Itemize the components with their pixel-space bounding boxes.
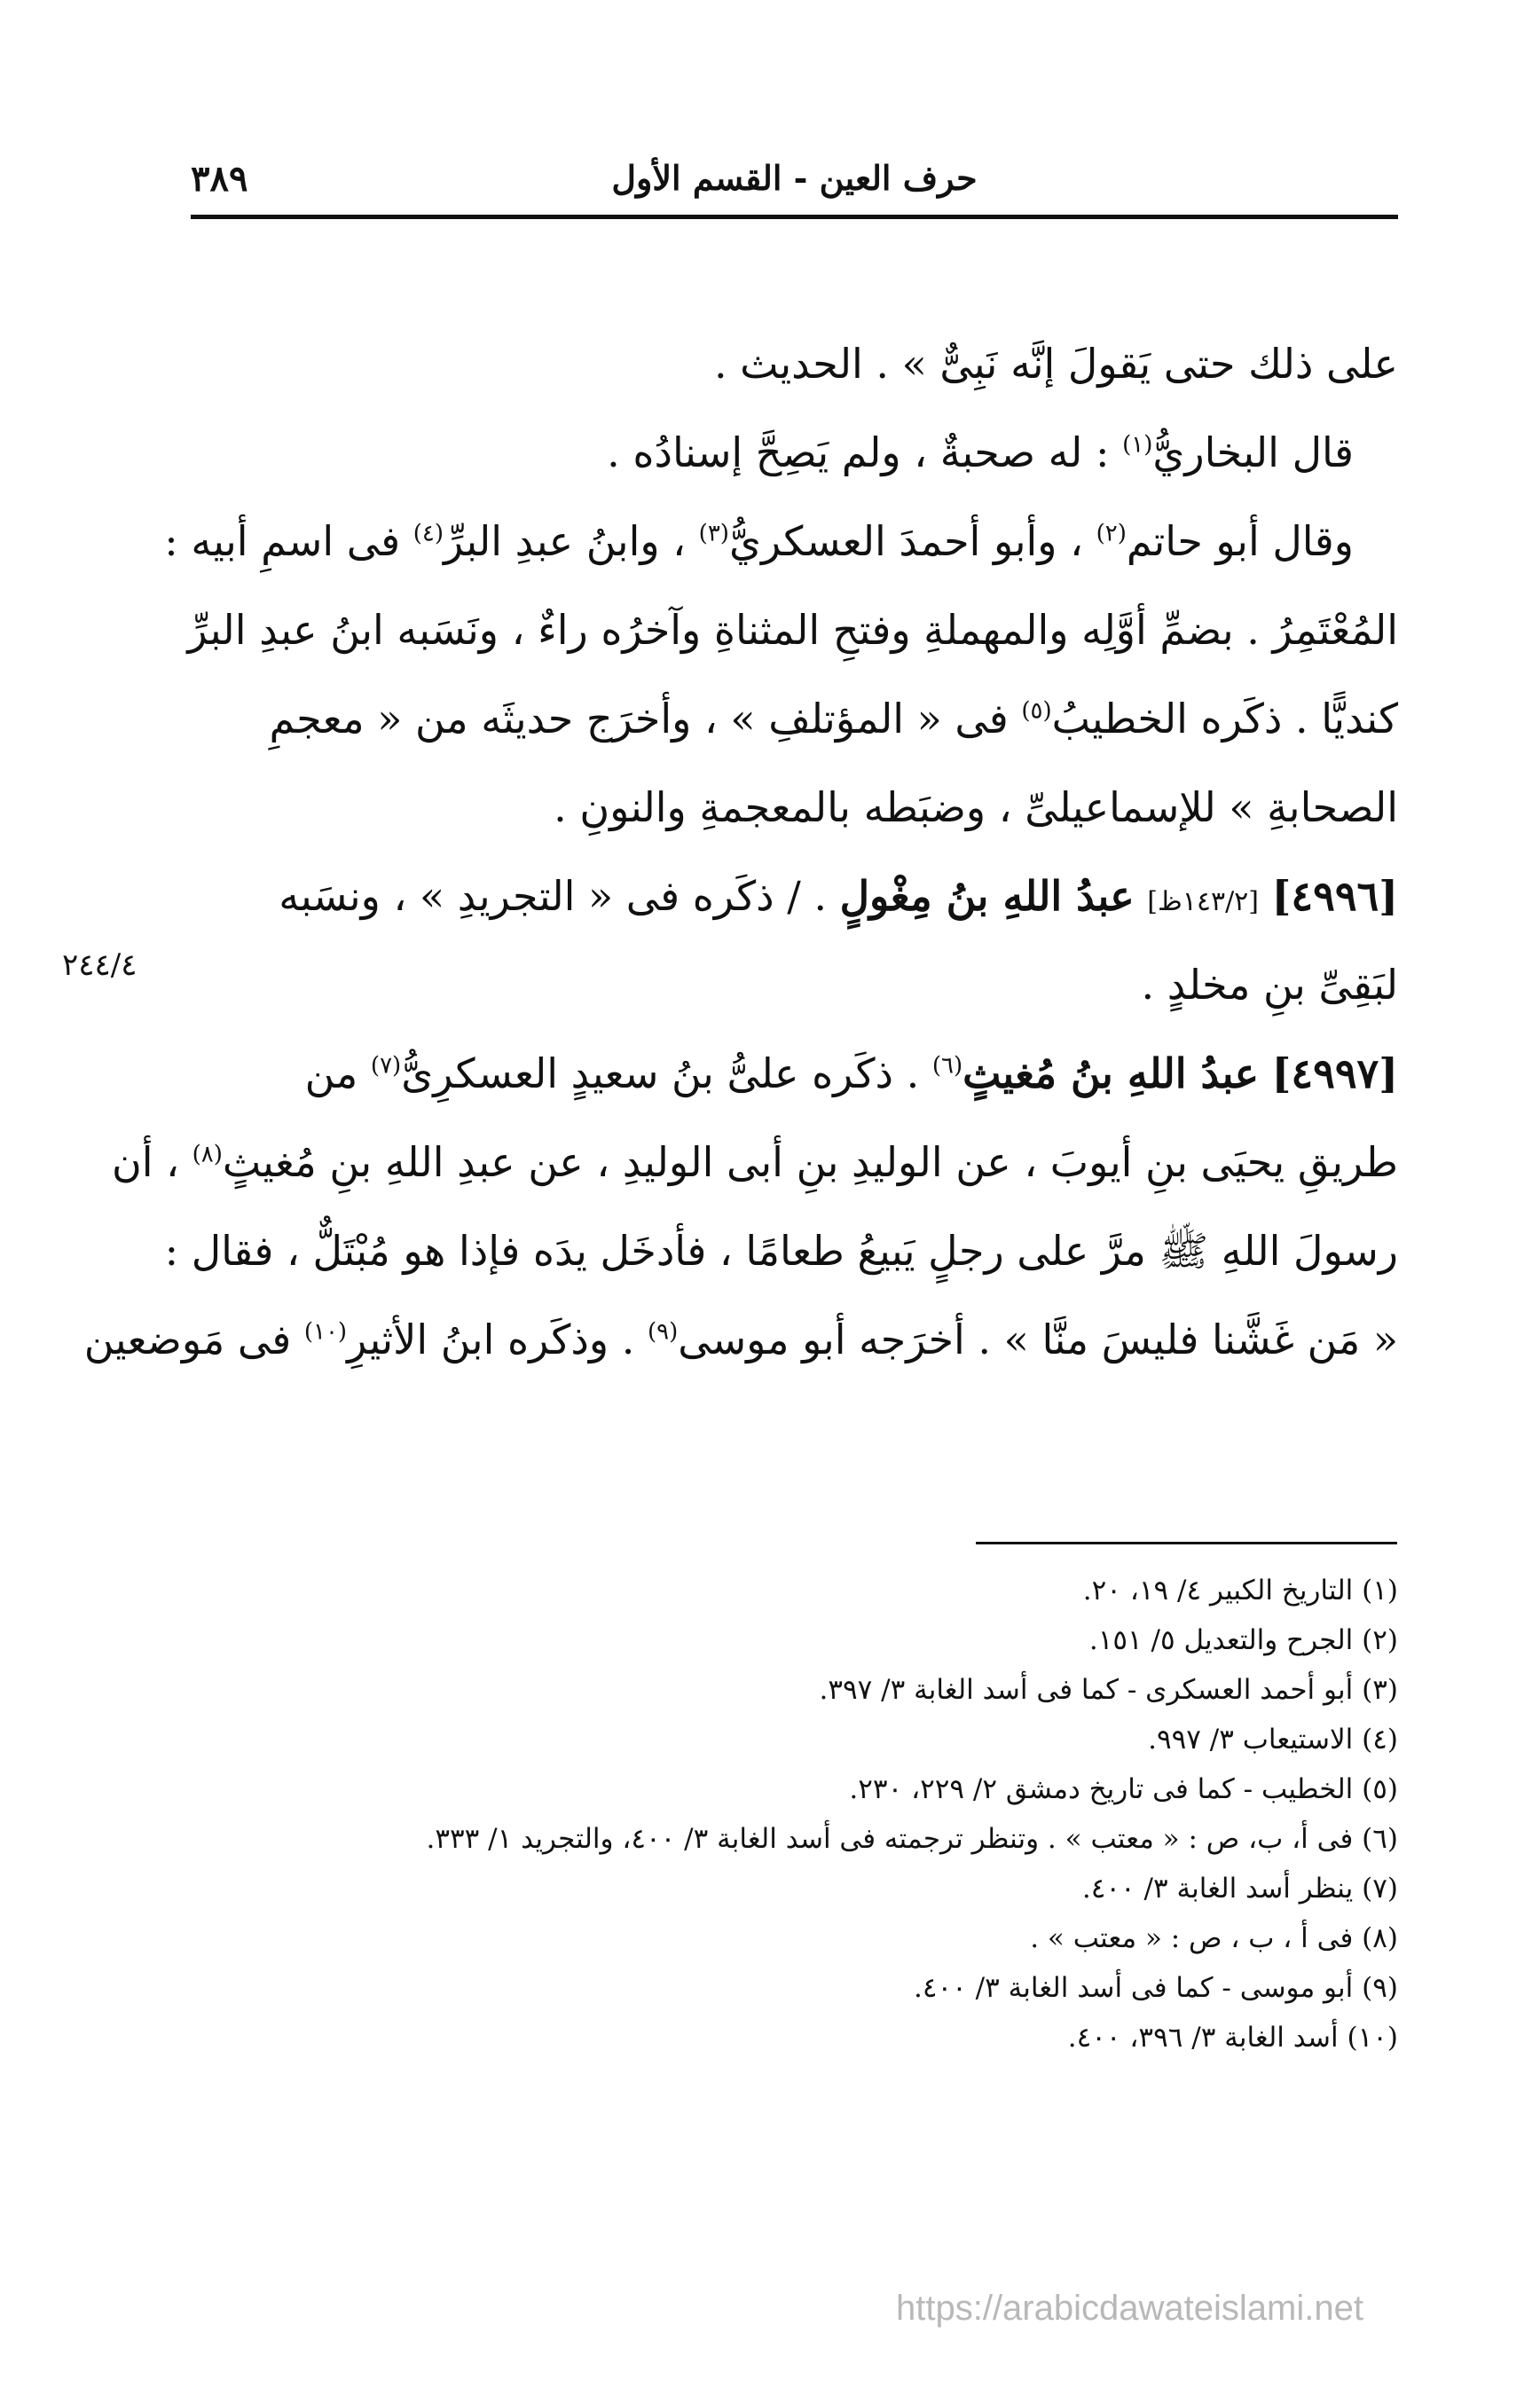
footnote-ref: (٨)	[192, 1141, 223, 1168]
text-segment: ، وابنُ عبدِ البرِّ	[443, 517, 699, 565]
margin-note: ٢٤٤/٤	[62, 947, 138, 983]
footnote-ref: (٦)	[931, 1052, 963, 1080]
entry-number: [٤٩٩٧]	[1271, 1049, 1398, 1097]
text-line-12	[83, 1295, 1398, 1384]
header-rule	[191, 215, 1398, 219]
footnote: (٧) ينظر أسد الغابة ٣/ ٤٠٠.	[1081, 1873, 1398, 1905]
text-line-2	[191, 408, 1398, 497]
entry-number: [٤٩٩٦]	[1271, 872, 1398, 920]
footnote: (٦) فى أ، ب، ص : « معتب » . وتنظر ترجمته فى أسد الغابة ٣/ ٤٠٠، والتجريد ١/ ٣٣٣.	[426, 1823, 1398, 1855]
manuscript-ref: [١٤٣/٢ظ]	[1147, 886, 1260, 917]
footnote-rule	[976, 1542, 1397, 1544]
text-line-3	[164, 497, 1398, 585]
footnote: (٣) أبو أحمد العسكرى - كما فى أسد الغابة ٣/ ٣٩٧.	[819, 1674, 1398, 1706]
footnotes	[191, 1566, 1398, 2062]
footnote-ref: (١٠)	[303, 1318, 348, 1346]
text-segment: فى « المؤتلفِ » ، وأخرَج حديثَه من « معجمِ	[269, 695, 1022, 742]
text-line-11: رسولَ اللهِ ﷺ مرَّ على رجلٍ يَبيعُ طعامًا ، فأدخَل يدَه فإذا هو مُبْتَلٌّ ، فقال :	[164, 1227, 1398, 1275]
footnote-ref: (٣)	[698, 520, 729, 547]
page-number: ٣٨٩	[191, 158, 248, 200]
text-segment: ، أن	[111, 1138, 192, 1186]
text-segment: فى اسمِ أبيه :	[164, 517, 413, 565]
text-line-5	[191, 674, 1398, 763]
text-segment: وقال أبو حاتم	[1126, 517, 1354, 565]
footnote-ref: (١)	[1122, 431, 1153, 459]
text-segment: طريقِ يحيَى بنِ أيوبَ ، عن الوليدِ بنِ أبى الوليدِ ، عن عبدِ اللهِ بنِ مُغيثٍ	[222, 1138, 1398, 1186]
running-title: حرف العين - القسم الأول	[611, 158, 978, 198]
text-segment: ، وأبو أحمدَ العسكريُّ	[728, 517, 1096, 565]
text-line-1: على ذلك حتى يَقولَ إنَّه نَبِىٌّ » . الحديث .	[713, 340, 1398, 388]
text-segment: : له صحبةٌ ، ولم يَصِحَّ إسنادُه .	[607, 428, 1123, 476]
footnote: (٨) فى أ ، ب ، ص : « معتب » .	[1030, 1922, 1398, 1954]
entry-4996	[191, 852, 1398, 940]
text-segment: . وذكَره ابنُ الأثيرِ	[347, 1316, 648, 1363]
footnote-ref: (٤)	[412, 520, 444, 547]
footnote-ref: (٧)	[370, 1052, 402, 1080]
watermark: https://arabicdawateislami.net	[896, 2289, 1363, 2328]
text-segment: كنديًّا . ذكَره الخطيبُ	[1051, 695, 1398, 742]
footnote-ref: (٥)	[1021, 697, 1052, 725]
footnote-ref: (٩)	[647, 1318, 679, 1346]
text-line-4: المُعْتَمِرُ . بضمِّ أوَّلِه والمهملةِ وفتحِ المثناةِ وآخرُه راءٌ ، ونَسَبه ابنُ عبدِ البرِّ	[187, 606, 1398, 654]
page-header	[191, 133, 1398, 222]
footnote: (٥) الخطيب - كما فى تاريخ دمشق ٢/ ٢٢٩، ٢٣٠.	[849, 1773, 1398, 1805]
text-segment: . ذكَره علىُّ بنُ سعيدٍ العسكرِىُّ	[401, 1049, 932, 1097]
text-line-6: الصحابةِ » للإسماعيلىِّ ، وضبَطه بالمعجمةِ والنونِ .	[554, 783, 1398, 831]
text-segment: من	[304, 1049, 371, 1097]
text-line-8: لبَقِىِّ بنِ مخلدٍ .	[1141, 961, 1398, 1009]
footnote: (٩) أبو موسى - كما فى أسد الغابة ٣/ ٤٠٠.	[914, 1972, 1398, 2004]
footnote: (١) التاريخ الكبير ٤/ ١٩، ٢٠.	[1082, 1575, 1398, 1607]
footnote-ref: (٢)	[1096, 520, 1127, 547]
text-segment: قال البخاريُّ	[1152, 428, 1354, 476]
text-segment: « مَن غَشَّنا فليسَ منَّا » . أخرَجه أبو موسى	[678, 1316, 1398, 1363]
entry-name: عبدُ اللهِ بنُ مِغْولٍ	[839, 872, 1135, 920]
footnote: (١٠) أسد الغابة ٣/ ٣٩٦، ٤٠٠.	[1067, 2022, 1398, 2054]
text-segment: فى مَوضعين	[83, 1316, 304, 1363]
entry-4997	[191, 1029, 1398, 1118]
text-line-10	[111, 1118, 1398, 1206]
text-segment: . / ذكَره فى « التجريدِ » ، ونسَبه	[279, 872, 840, 920]
entry-name: عبدُ اللهِ بنُ مُغيثٍ	[962, 1049, 1260, 1097]
footnote: (٤) الاستيعاب ٣/ ٩٩٧.	[1148, 1724, 1398, 1756]
footnote: (٢) الجرح والتعديل ٥/ ١٥١.	[1088, 1624, 1398, 1656]
